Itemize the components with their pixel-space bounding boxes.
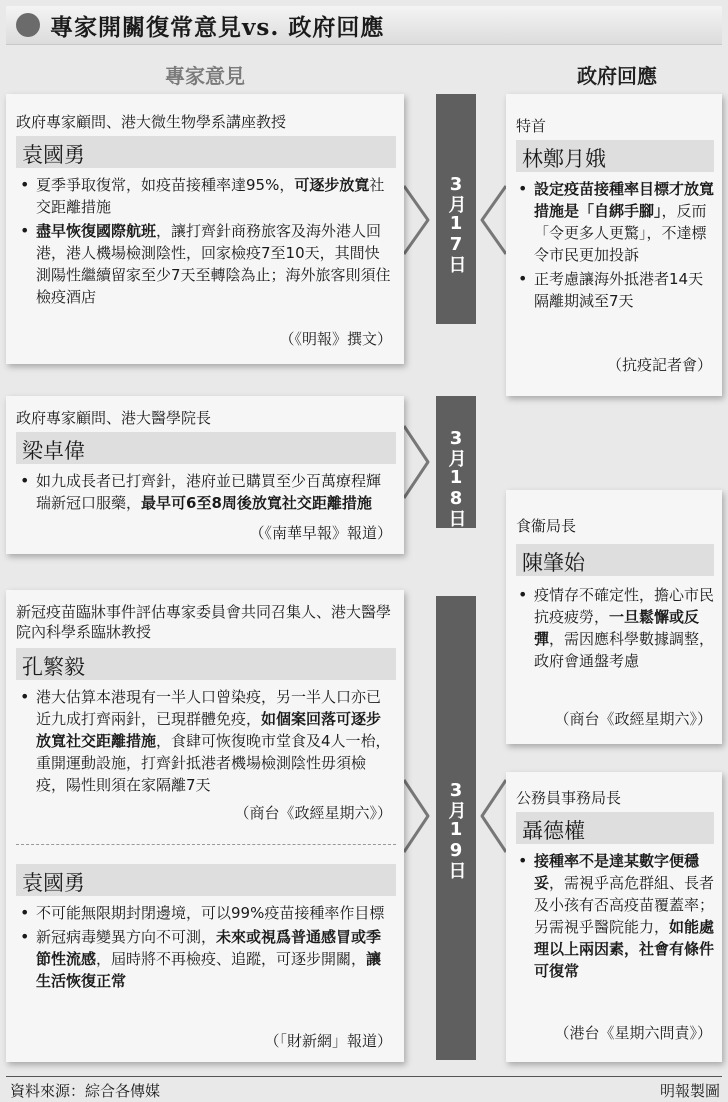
- expert-name: 袁國勇: [22, 143, 85, 167]
- name-bar: [516, 140, 714, 172]
- expert-card-leung: [6, 396, 404, 554]
- chevron-right-icon: [404, 186, 428, 254]
- affiliation: 公務員事務局長: [516, 789, 622, 807]
- official-name: 林鄭月娥: [522, 147, 606, 171]
- experts-column-heading: 專家意見: [165, 64, 245, 88]
- source-credit: （《明報》撰文）: [279, 330, 392, 348]
- points-list: [16, 902, 394, 994]
- gov-card-lam: [506, 94, 722, 396]
- government-column-heading: 政府回應: [577, 64, 657, 88]
- point-item: • 新冠病毒變異方向不可測，未來或視爲普通感冒或季節性流感，屆時將不再檢疫、追蹤，可逐步開關，讓生活恢復正常: [16, 926, 394, 992]
- points-list: [514, 178, 716, 314]
- expert-name: 袁國勇: [22, 871, 85, 895]
- points-list: [16, 470, 394, 516]
- date-label: 3月19日: [445, 780, 467, 879]
- divider: [16, 844, 396, 845]
- date-marker-2: [436, 396, 476, 528]
- affiliation: 政府專家顧問、港大微生物學系講座教授: [16, 113, 287, 131]
- page-title: 專家開關復常意見vs. 政府回應: [50, 14, 385, 41]
- point-item: • 夏季爭取復常，如疫苗接種率達95%，可逐步放寬社交距離措施: [16, 174, 394, 218]
- chevron-left-icon: [482, 780, 506, 852]
- date-label: 3月17日: [445, 174, 467, 273]
- affiliation: 食衞局長: [516, 517, 577, 535]
- official-name: 陳肇始: [522, 551, 585, 575]
- source-credit: （《南華早報》報道）: [249, 524, 392, 542]
- source-credit: （商台《政經星期六》）: [234, 804, 392, 822]
- footer-divider: [6, 1076, 722, 1077]
- point-item: • 港大估算本港現有一半人口曾染疫，另一半人口亦已近九成打齊兩針，已現群體免疫，如個案回落可逐步放寬社交距離措施，食肆可恢復晚市堂食及4人一枱，重開運動設施，打齊針抵港者機場檢測陰性毋須檢疫，陽性則須在家隔離7天: [16, 686, 394, 796]
- official-name: 聶德權: [522, 819, 585, 843]
- affiliation: 新冠疫苗臨牀事件評估專家委員會共同召集人、港大醫學院內科學系臨牀教授: [16, 603, 392, 641]
- name-bar: [516, 812, 714, 844]
- points-list: [514, 584, 716, 674]
- name-bar: [16, 432, 396, 464]
- point-item: • 不可能無限期封閉邊境，可以99%疫苗接種率作目標: [16, 902, 394, 924]
- source-credit: （抗疫記者會）: [606, 356, 712, 374]
- source-credit: （商台《政經星期六》）: [554, 710, 712, 728]
- point-item: • 如九成長者已打齊針，港府並已購買至少百萬療程輝瑞新冠口服藥，最早可6至8周後放寬社交距離措施: [16, 470, 394, 514]
- name-bar: [16, 648, 396, 680]
- points-list: [16, 686, 394, 798]
- point-item: • 疫情存不確定性，擔心市民抗疫疲勞，一旦鬆懈或反彈，需因應科學數據調整，政府會通盤考慮: [514, 584, 716, 672]
- points-list: [514, 850, 716, 984]
- name-bar: [16, 136, 396, 168]
- point-item: • 設定疫苗接種率目標才放寬措施是「自綁手腳」，反而「令更多人更驚」，不達標令市民更加投訴: [514, 178, 716, 266]
- footer-credit: 明報製圖: [659, 1082, 720, 1100]
- source-credit: （「財新網」報道）: [264, 1032, 392, 1050]
- gov-card-nip: [506, 772, 722, 1062]
- points-list: [16, 174, 394, 310]
- point-item: • 盡早恢復國際航班，讓打齊針商務旅客及海外港人回港，港人機場檢測陰性，回家檢疫7至10天，其間快測陽性繼續留家至少7天至轉陰為止；海外旅客則須住檢疫酒店: [16, 220, 394, 308]
- date-marker-1: [436, 94, 476, 324]
- expert-name: 孔繁毅: [22, 655, 85, 679]
- chevron-right-icon: [404, 780, 428, 852]
- point-item: • 正考慮讓海外抵港者14天隔離期減至7天: [514, 268, 716, 312]
- expert-name: 梁卓偉: [22, 439, 85, 463]
- affiliation: 政府專家顧問、港大醫學院長: [16, 409, 212, 427]
- name-bar: [16, 864, 396, 896]
- date-marker-3: [436, 596, 476, 1060]
- expert-card-group: [6, 590, 404, 1062]
- date-label: 3月18日: [445, 428, 467, 527]
- gov-card-chan: [506, 490, 722, 744]
- source-credit: （港台《星期六問責》）: [554, 1024, 712, 1042]
- chevron-right-icon: [404, 426, 428, 498]
- name-bar: [516, 544, 714, 576]
- expert-card-yuen-1: [6, 94, 404, 364]
- affiliation: 特首: [516, 117, 547, 135]
- footer-source: 資料來源：綜合各傳媒: [10, 1082, 161, 1100]
- point-item: • 接種率不是達某數字便穩妥，需視乎高危群組、長者及小孩有否高疫苗覆蓋率；另需視乎醫院能力，如能處理以上兩因素，社會有條件可復常: [514, 850, 716, 982]
- chevron-left-icon: [482, 186, 506, 254]
